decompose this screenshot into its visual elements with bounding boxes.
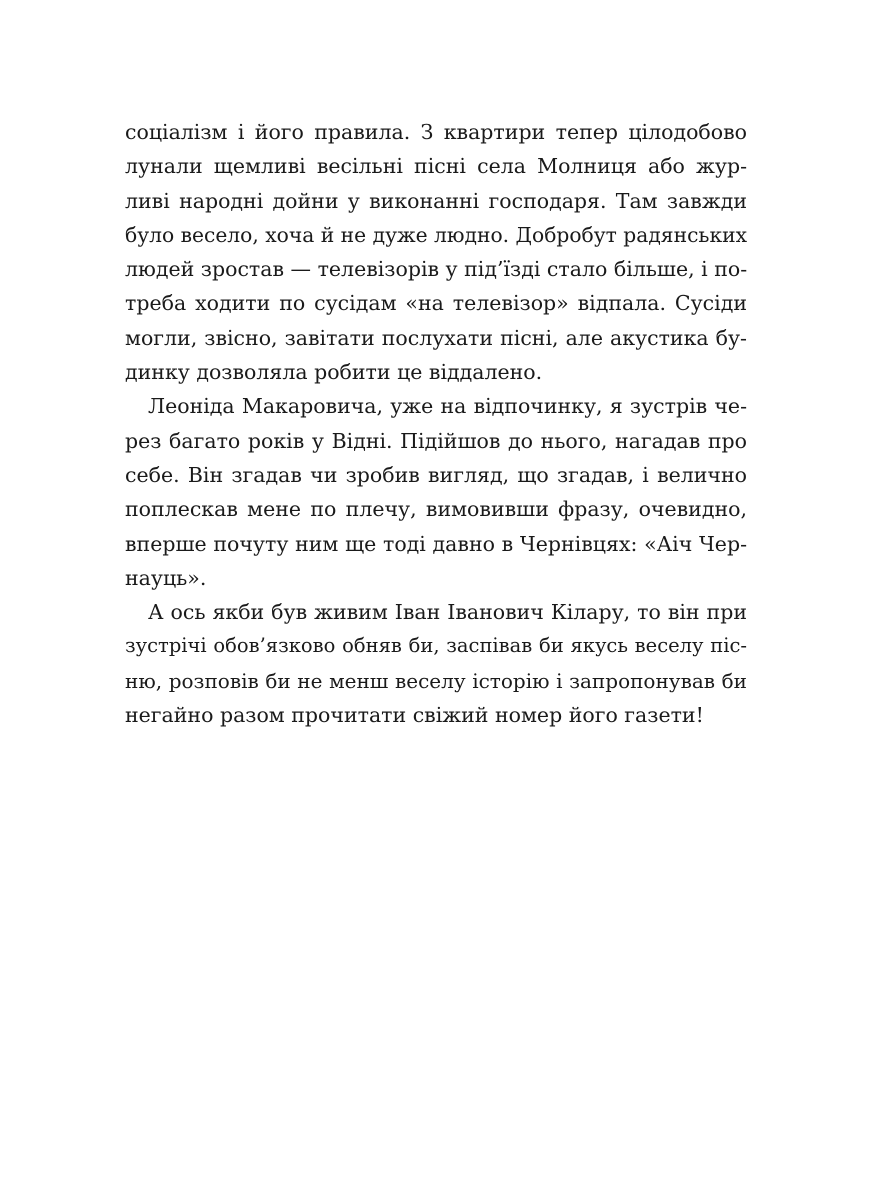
text-line: поплескав мене по плечу, вимовивши фразу, очевидно,: [125, 497, 747, 522]
paragraph-2: [125, 389, 747, 595]
text-line: рез багато років у Відні. Підійшов до нього, нагадав про: [125, 428, 747, 453]
text-line: людей зростав — телевізорів у під’їзді стало більше, і по-: [125, 257, 748, 282]
page-text: [125, 115, 747, 732]
text-line: ню, розповів би не менш веселу історію і запропонував би: [125, 668, 747, 693]
text-line: зустрічі обов’язково обняв би, заспівав би якусь веселу піс-: [125, 634, 747, 658]
text-line: соціалізм і його правила. З квартири тепер цілодобово: [125, 120, 747, 144]
text-line: Леоніда Макаровича, уже на відпочинку, я зустрів че-: [148, 394, 747, 419]
text-line: вперше почуту ним ще тоді давно в Чернівцях: «Аіч Чер-: [125, 531, 747, 556]
text-line: треба ходити по сусідам «на телевізор» відпала. Сусіди: [125, 291, 747, 316]
text-line: негайно разом прочитати свіжий номер його газети!: [125, 703, 704, 728]
paragraph-3: [125, 595, 747, 732]
text-line: було весело, хоча й не дуже людно. Добробут радянських: [125, 222, 748, 247]
text-line: А ось якби був живим Іван Іванович Кілару, то він при: [148, 600, 747, 625]
text-line: лунали щемливі весільні пісні села Молниця або жур-: [125, 154, 747, 179]
text-line: ливі народні дойни у виконанні господаря. Там завжди: [125, 188, 747, 213]
paragraph-1: [125, 115, 747, 389]
text-line: науць».: [125, 565, 207, 590]
text-line: себе. Він згадав чи зробив вигляд, що згадав, і велично: [125, 462, 747, 487]
text-line: динку дозволяла робити це віддалено.: [125, 360, 543, 385]
text-line: могли, звісно, завітати послухати пісні, але акустика бу-: [125, 325, 747, 350]
